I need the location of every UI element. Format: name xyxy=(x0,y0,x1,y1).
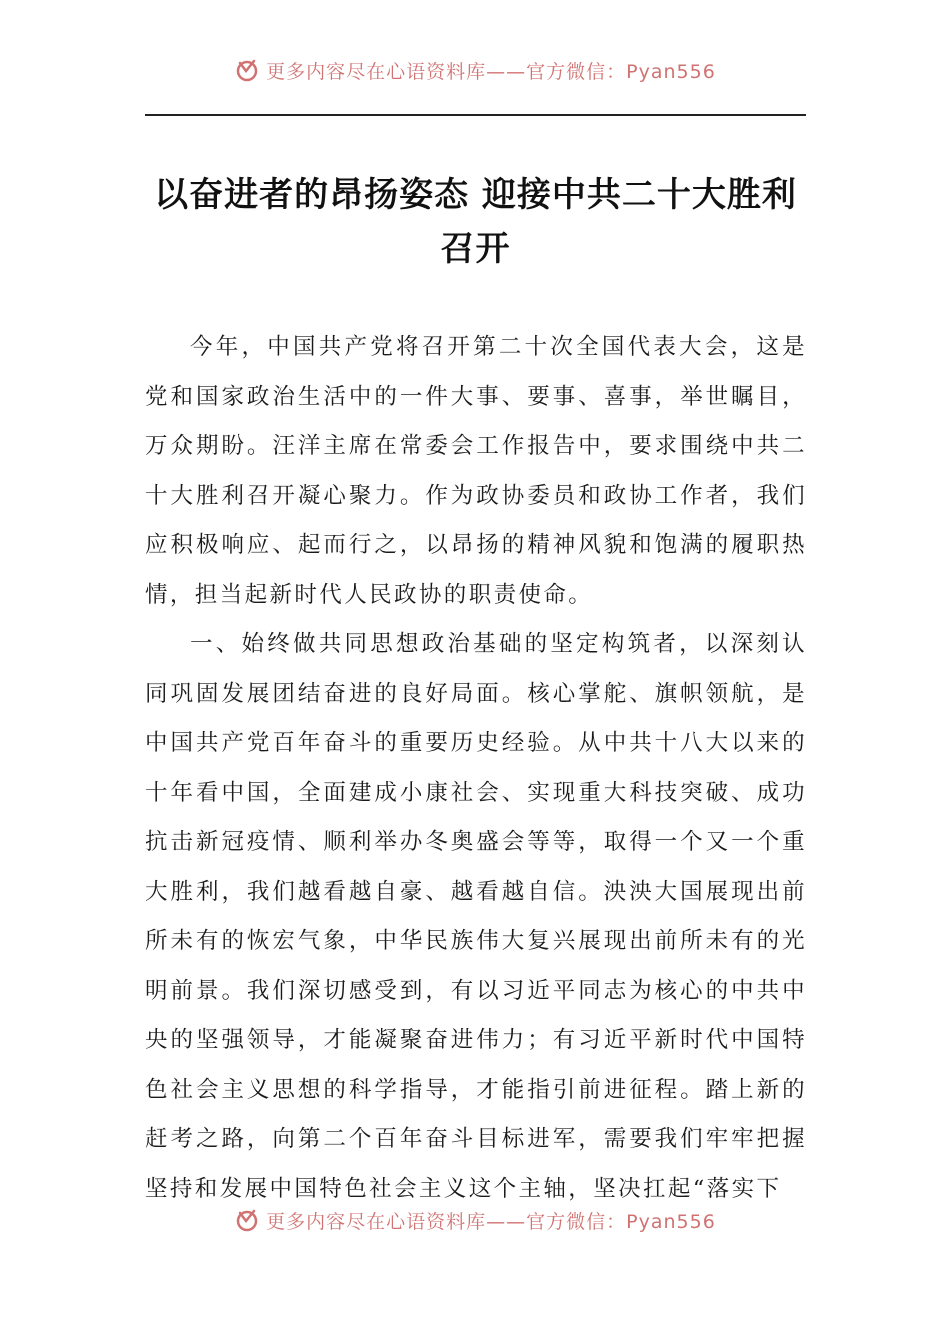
logo-mark-icon xyxy=(234,1207,260,1233)
document-title: 以奋进者的昂扬姿态 迎接中共二十大胜利召开 xyxy=(154,175,797,269)
paragraph-section-one: 一、始终做共同思想政治基础的坚定构筑者，以深刻认同巩固发展团结奋进的良好局面。核心掌舵、旗帜领航，是中国共产党百年奋斗的重要历史经验。从中共十八大以来的十年看中国，全面建成小康社会、实现重大科技突破、成功抗击新冠疫情、顺利举办冬奥盛会等等，取得一个又一个重大胜利，我们越看越自豪、越看越自信。泱泱大国展现出前所未有的恢宏气象，中华民族伟大复兴展现出前所未有的光明前景。我们深切感受到，有以习近平同志为核心的中共中央的坚强领导，才能凝聚奋进伟力；有习近平新时代中国特色社会主义思想的科学指导，才能指引前进征程。踏上新的赶考之路，向第二个百年奋斗目标进军，需要我们牢牢把握坚持和发展中国特色社会主义这个主轴，坚决扛起“落实下 xyxy=(145,631,807,1202)
header-watermark xyxy=(0,55,950,85)
paragraph-intro: 今年，中国共产党将召开第二十次全国代表大会，这是党和国家政治生活中的一件大事、要事、喜事，举世瞩目，万众期盼。汪洋主席在常委会工作报告中，要求围绕中共二十大胜利召开凝心聚力。作为政协委员和政协工作者，我们应积极响应、起而行之，以昂扬的精神风貌和饱满的履职热情，担当起新时代人民政协的职责使命。 xyxy=(145,334,807,608)
header-watermark-text: 更多内容尽在心语资料库——官方微信：Pyan556 xyxy=(266,60,716,83)
footer-watermark-text: 更多内容尽在心语资料库——官方微信：Pyan556 xyxy=(266,1210,716,1233)
footer-watermark xyxy=(0,1205,950,1235)
logo-mark-icon xyxy=(234,57,260,83)
document-body xyxy=(145,323,807,1214)
header-divider xyxy=(145,114,806,116)
